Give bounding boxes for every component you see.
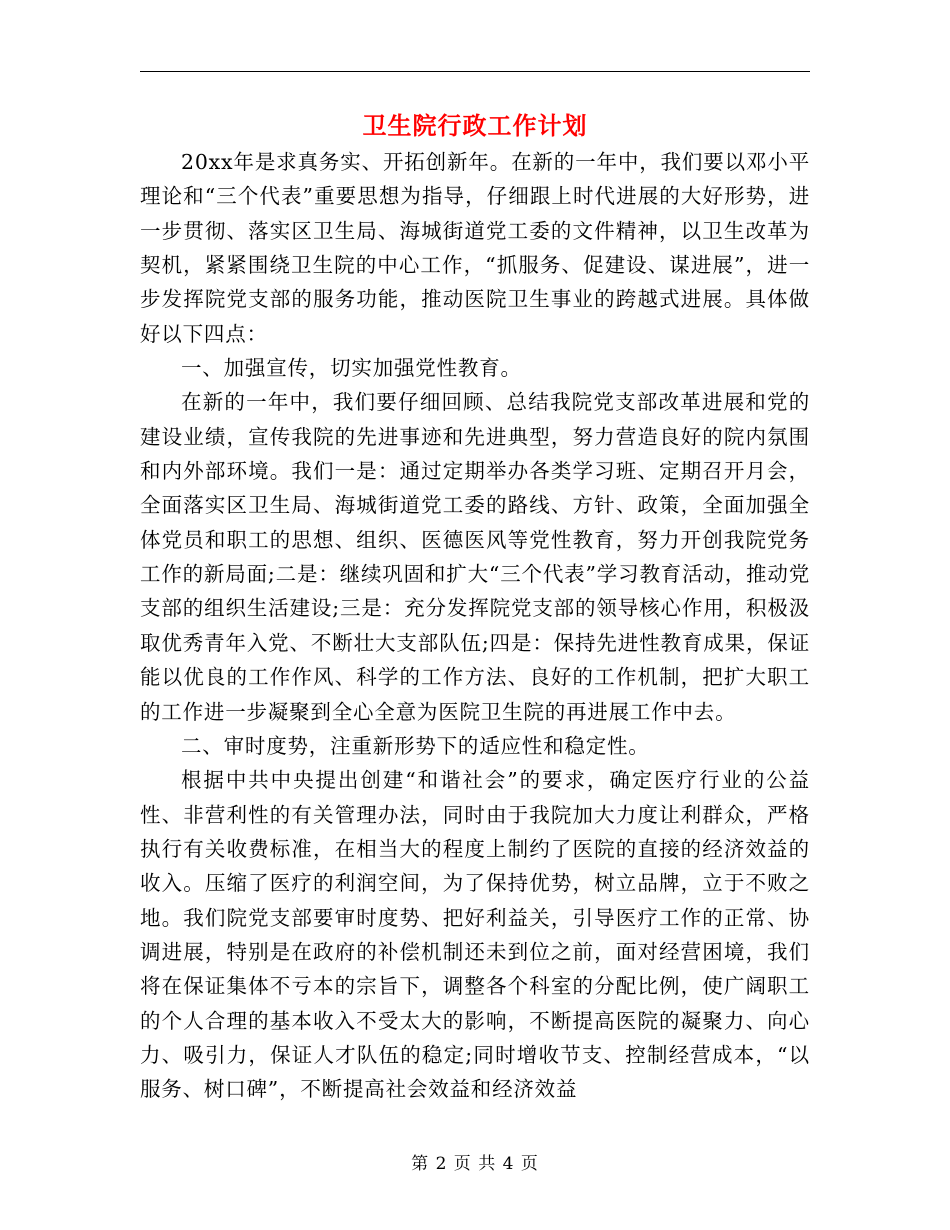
header-rule <box>140 71 810 72</box>
document-title: 卫生院行政工作计划 <box>362 111 588 140</box>
paragraph-section-2: 根据中共中央提出创建“和谐社会”的要求，确定医疗行业的公益性、非营利性的有关管理办法，同时由于我院加大力度让利群众，严格执行有关收费标准，在相当大的程度上制约了医院的直接的经济效益的收入。压缩了医疗的利润空间，为了保持优势，树立品牌，立于不败之地。我们院党支部要审时度势、把好利益关，引导医疗工作的正常、协调进展，特别是在政府的补偿机制还未到位之前，面对经营困境，我们将在保证集体不亏本的宗旨下，调整各个科室的分配比例，使广阔职工的个人合理的基本收入不受太大的影响，不断提高医院的凝聚力、向心力、吸引力，保证人才队伍的稳定;同时增收节支、控制经营成本，“以服务、树口碑”，不断提高社会效益和经济效益 <box>140 768 810 1102</box>
document-body <box>140 145 810 1107</box>
paragraph-intro: 20xx年是求真务实、开拓创新年。在新的一年中，我们要以邓小平理论和“三个代表”重要思想为指导，仔细跟上时代进展的大好形势，进一步贯彻、落实区卫生局、海城街道党工委的文件精神，以卫生改革为契机，紧紧围绕卫生院的中心工作，“抓服务、促建设、谋进展”，进一步发挥院党支部的服务功能，推动医院卫生事业的跨越式进展。具体做好以下四点： <box>140 150 810 346</box>
section-heading-1: 一、加强宣传，切实加强党性教育。 <box>181 356 522 381</box>
paragraph-section-1: 在新的一年中，我们要仔细回顾、总结我院党支部改革进展和党的建设业绩，宣传我院的先进事迹和先进典型，努力营造良好的院内氛围和内外部环境。我们一是：通过定期举办各类学习班、定期召开月会，全面落实区卫生局、海城街道党工委的路线、方针、政策，全面加强全体党员和职工的思想、组织、医德医风等党性教育，努力开创我院党务工作的新局面;二是：继续巩固和扩大“三个代表”学习教育活动，推动党支部的组织生活建设;三是：充分发挥院党支部的领导核心作用，积极汲取优秀青年入党、不断壮大支部队伍;四是：保持先进性教育成果，保证能以优良的工作作风、科学的工作方法、良好的工作机制，把扩大职工的工作进一步凝聚到全心全意为医院卫生院的再进展工作中去。 <box>140 390 810 724</box>
page-footer: 第 2 页 共 4 页 <box>411 1154 539 1174</box>
section-heading-2: 二、审时度势，注重新形势下的适应性和稳定性。 <box>181 733 650 758</box>
